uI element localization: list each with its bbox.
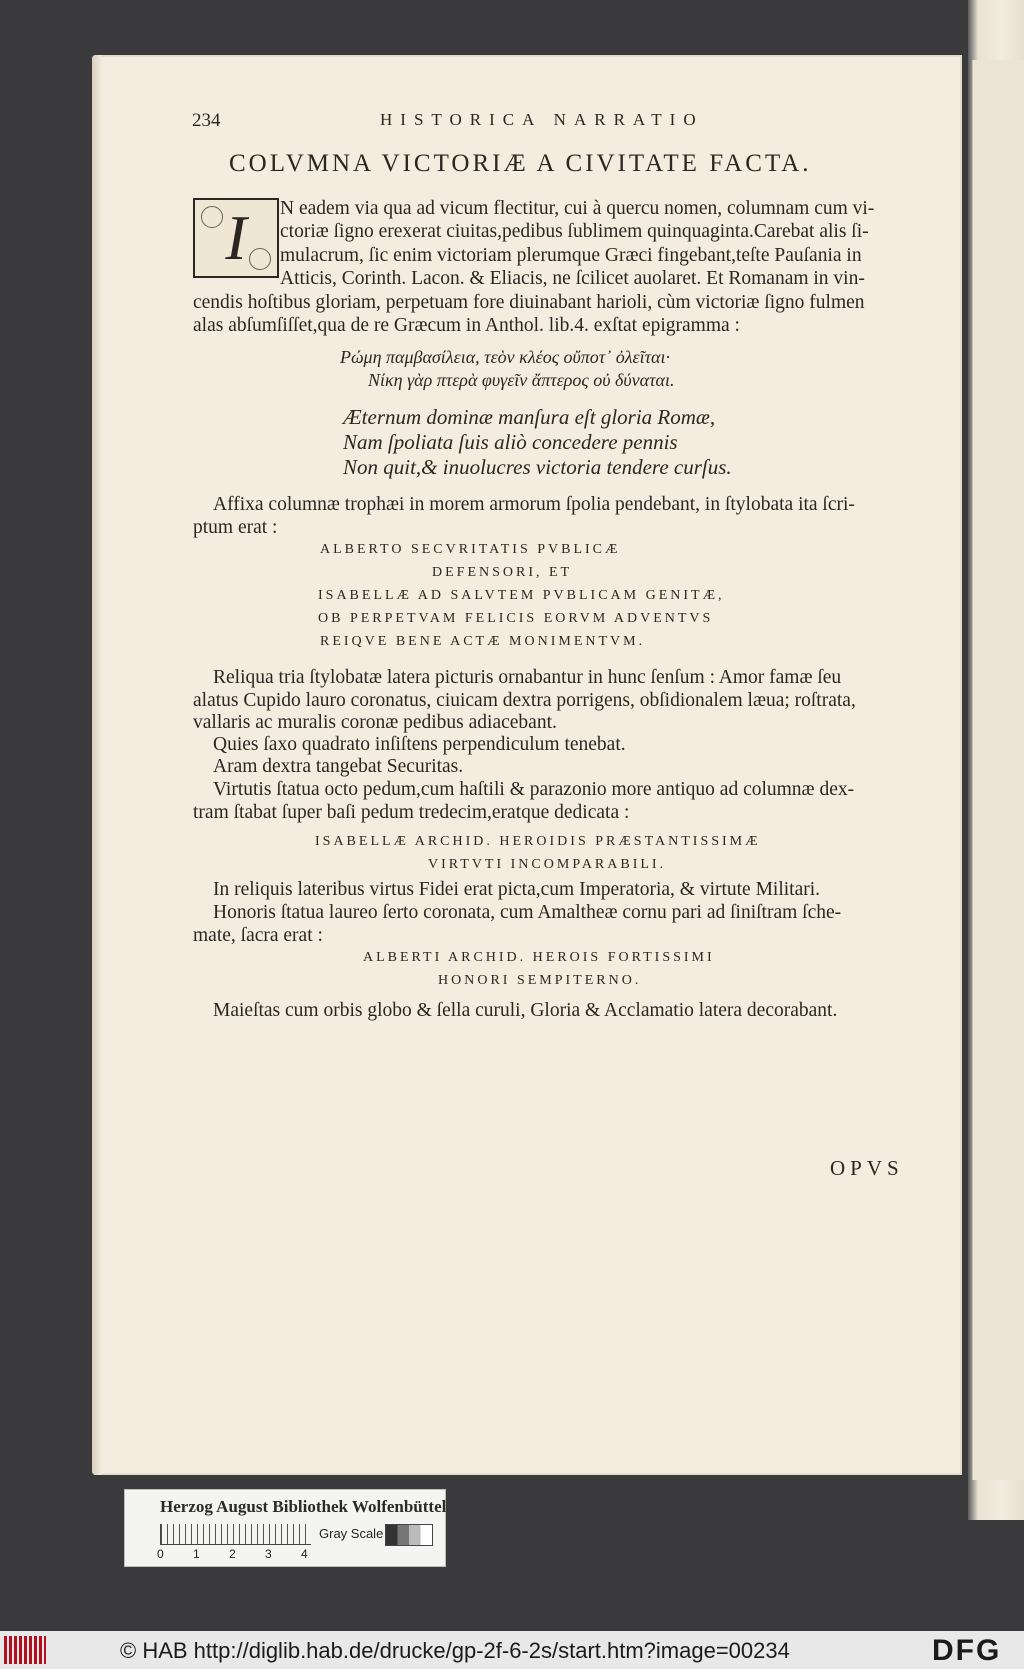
latin-verse-line: Æternum dominæ manſura eſt gloria Romæ, (343, 405, 716, 429)
para2-line: Affixa columnæ trophæi in morem armorum ſpolia pendebant, in ſtylobata ita ſcri- (213, 494, 855, 515)
para3-line: alatus Cupido lauro coronatus, ciuicam dextra porrigens, obſidionalem læua; roſtrata, (193, 690, 856, 711)
para1-line: alas abſumſiſſet,qua de re Græcum in Anthol. lib.4. exſtat epigramma : (193, 315, 740, 336)
library-name: Herzog August Bibliothek Wolfenbüttel (160, 1497, 447, 1516)
gray-scale-icon (385, 1524, 433, 1546)
section-title: COLVMNA VICTORIÆ A CIVITATE FACTA. (229, 150, 812, 177)
latin-verse-line: Non quit,& inuolucres victoria tendere curſus. (343, 455, 732, 479)
latin-verse-line: Nam ſpoliata ſuis aliò concedere pennis (343, 430, 678, 454)
footer-url[interactable]: © HAB http://diglib.hab.de/drucke/gp-2f-6-2s/start.htm?image=00234 (120, 1638, 790, 1663)
ruler-number: 3 (265, 1547, 272, 1561)
para1-line: mulacrum, ſic enim victoriam plerumque Græci fingebant,teſte Pauſania in (280, 245, 862, 266)
page-number: 234 (192, 110, 221, 131)
facing-page-edge (972, 60, 1024, 1480)
inscription-line: ALBERTI ARCHID. HEROIS FORTISSIMI (363, 950, 715, 965)
inscription-line: ISABELLÆ ARCHID. HEROIDIS PRÆSTANTISSIMÆ (315, 834, 761, 849)
dfg-logo: DFG (932, 1634, 1002, 1667)
para2-line: ptum erat : (193, 517, 278, 538)
ruler-icon (160, 1524, 311, 1545)
ruler-number: 1 (193, 1547, 200, 1561)
ruler-number: 2 (229, 1547, 236, 1561)
footer-bar (0, 1631, 1024, 1669)
para3-line: tram ſtabat ſuper baſi pedum tredecim,eratque dedicata : (193, 802, 630, 823)
para1-line: cendis hoſtibus gloriam, perpetuam fore diuinabant harioli, cùm victoriæ ſigno fulmen (193, 292, 865, 313)
para3-line: Reliqua tria ſtylobatæ latera picturis ornabantur in hunc ſenſum : Amor famæ ſeu (213, 667, 842, 688)
greek-epigram-line: Νίκη γὰρ πτερὰ φυγεῖν ἄπτερος οὐ δύναται. (368, 370, 675, 390)
inscription-line: VIRTVTI INCOMPARABILI. (428, 857, 667, 872)
page-gutter (92, 55, 102, 1475)
para4-line: Honoris ſtatua laureo ſerto coronata, cum Amaltheæ cornu pari ad ſiniſtram ſche- (213, 902, 842, 923)
ruler-number: 4 (301, 1547, 308, 1561)
inscription-line: OB PERPETVAM FELICIS EORVM ADVENTVS (318, 611, 714, 626)
catchword: OPVS (830, 1156, 904, 1180)
inscription-line: ALBERTO SECVRITATIS PVBLICÆ (320, 542, 621, 557)
decorated-initial: I (193, 198, 279, 278)
inscription-line: HONORI SEMPITERNO. (438, 973, 642, 988)
running-header: HISTORICA NARRATIO (380, 110, 704, 129)
library-label (124, 1489, 446, 1567)
inscription-line: ISABELLÆ AD SALVTEM PVBLICAM GENITÆ, (318, 588, 725, 603)
para3-line: Aram dextra tangebat Securitas. (213, 756, 464, 777)
gray-scale-label: Gray Scale (319, 1526, 384, 1541)
hab-logo-icon (4, 1636, 46, 1664)
para1-line: ctoriæ ſigno erexerat ciuitas,pedibus ſublimem quinquaginta.Carebat alis ſi- (280, 221, 869, 242)
inscription-line: REIQVE BENE ACTÆ MONIMENTVM. (320, 634, 646, 649)
greek-epigram-line: Ρώμη παμβασίλεια, τεὸν κλέος οὔποτ᾽ ὀλεῖται· (340, 347, 671, 367)
para3-line: vallaris ac muralis coronæ pedibus adiacebant. (193, 712, 557, 733)
para4-line: In reliquis lateribus virtus Fidei erat picta,cum Imperatoria, & virtute Militari. (213, 879, 821, 900)
para3-line: Quies ſaxo quadrato inſiſtens perpendiculum tenebat. (213, 734, 626, 755)
para3-line: Virtutis ſtatua octo pedum,cum haſtili & parazonio more antiquo ad columnæ dex- (213, 779, 855, 800)
para1-line: Atticis, Corinth. Lacon. & Eliacis, ne ſcilicet auolaret. Et Romanam in vin- (280, 268, 865, 289)
para4-line: mate, ſacra erat : (193, 925, 323, 946)
ruler-number: 0 (157, 1547, 164, 1561)
ruler-numbers (157, 1547, 337, 1561)
inscription-line: DEFENSORI, ET (432, 565, 573, 580)
para5-line: Maieſtas cum orbis globo & ſella curuli, Gloria & Acclamatio latera decorabant. (213, 1000, 838, 1021)
para1-line: N eadem via qua ad vicum flectitur, cui à quercu nomen, columnam cum vi- (280, 198, 875, 219)
